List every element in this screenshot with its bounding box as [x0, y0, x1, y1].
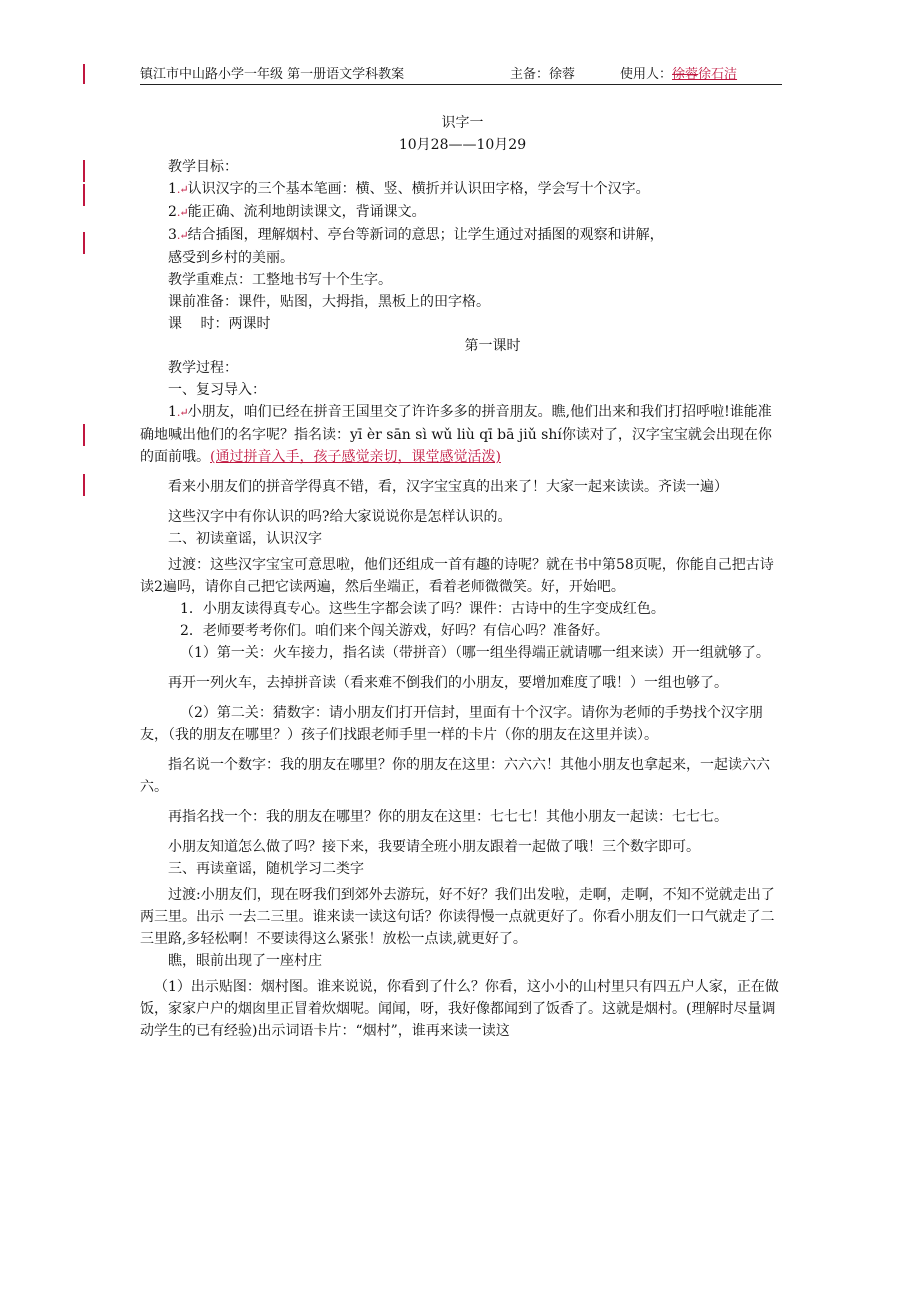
paragraph: 1.↵小朋友，咱们已经在拼音王国里交了许许多多的拼音朋友。瞧,他们出来和我们打招呼啦!谁能准确地喊出他们的名字呢？指名读：yī èr sān sì wǔ liù qī bā jiǔ shí你读对了，汉字宝宝就会出现在你的面前哦。(通过拼音入手，孩子感觉亲切，课堂感觉活泼)	[140, 404, 772, 465]
lesson-title: 第一课时	[464, 338, 521, 354]
key-point: 教学重难点：工整地书写十个生字。	[168, 272, 392, 288]
revision-marker: .↵	[176, 183, 188, 196]
deleted-user: 徐蓉	[672, 67, 699, 82]
revision-marker: .↵	[176, 206, 188, 219]
paragraph: 2．老师要考考你们。咱们来个闯关游戏，好吗？有信心吗？准备好。	[180, 623, 609, 639]
objective-item: 2.↵能正确、流利地朗读课文，背诵课文。	[168, 204, 426, 220]
doc-title: 识字一	[441, 115, 484, 131]
revision-marker: .↵	[176, 406, 188, 419]
paragraph: 过渡：这些汉字宝宝可意思啦，他们还组成一首有趣的诗呢？就在书中第58页呢，你能自己把古诗读2遍吗，请你自己把它读两遍，然后坐端正，看着老师微微笑。好，开始吧。	[140, 557, 774, 595]
paragraph: （1）出示贴图：烟村图。谁来说说，你看到了什么？你看，这小小的山村里只有四五户人家，正在做饭，家家户户的烟囱里正冒着炊烟呢。闻闻，呀，我好像都闻到了饭香了。这就是烟村。(理解时尽量调动学生的已有经验)出示词语卡片：“烟村”，谁再来读一读这	[140, 979, 779, 1039]
revision-bar	[83, 474, 85, 496]
revision-marker: .↵	[176, 229, 188, 242]
objective-item-continued: 感受到乡村的美丽。	[168, 250, 294, 266]
pinyin-text: yī èr sān sì wǔ liù qī bā jiǔ shí	[350, 427, 562, 443]
header-school: 镇江市中山路小学一年级 第一册语文学科教案	[140, 67, 405, 82]
lesson-plan-body	[140, 112, 785, 1042]
paragraph: 指名说一个数字：我的朋友在哪里？你的朋友在这里：六六六！其他小朋友也拿起来，一起读六六六。	[140, 757, 770, 795]
paragraph: 再开一列火车，去掉拼音读（看来难不倒我们的小朋友，要增加难度了哦！）一组也够了。	[168, 675, 728, 691]
section-heading: 二、初读童谣，认识汉字	[168, 531, 322, 547]
revision-note: (通过拼音入手，孩子感觉亲切，课堂感觉活泼)	[210, 449, 501, 465]
class-period: 课 时：两课时	[168, 316, 271, 332]
header-user	[620, 66, 737, 84]
process-heading: 教学过程：	[168, 360, 238, 376]
header-author: 主备：徐蓉	[510, 67, 576, 82]
paragraph: （2）第二关：猜数字：请小朋友们打开信封，里面有十个汉字。请你为老师的手势找个汉字朋友，（我的朋友在哪里？）孩子们找跟老师手里一样的卡片（你的朋友在这里并读）。	[140, 705, 763, 743]
objective-item: 3.↵结合插图，理解烟村、亭台等新词的意思；让学生通过对插图的观察和讲解，	[168, 227, 664, 243]
inserted-user: 徐石洁	[698, 67, 738, 82]
revision-bar	[83, 184, 85, 206]
revision-bar	[83, 424, 85, 446]
preparation: 课前准备：课件，贴图，大拇指，黑板上的田字格。	[168, 294, 490, 310]
paragraph: 这些汉字中有你认识的吗?给大家说说你是怎样认识的。	[168, 509, 512, 525]
paragraph: （1）第一关：火车接力，指名读（带拼音）（哪一组坐得端正就请哪一组来读）开一组就够了。	[180, 645, 770, 661]
paragraph: 小朋友知道怎么做了吗？接下来，我要请全班小朋友跟着一起做了哦！三个数字即可。	[168, 839, 700, 855]
doc-date: 10月28——10月29	[398, 137, 527, 153]
section-heading: 一、复习导入：	[168, 382, 266, 398]
header-user-label: 使用人：	[620, 67, 673, 82]
revision-bar	[83, 64, 85, 84]
paragraph: 瞧，眼前出现了一座村庄	[168, 953, 322, 969]
paragraph: 看来小朋友们的拼音学得真不错，看，汉字宝宝真的出来了！大家一起来读读。齐读一遍）	[168, 479, 728, 495]
objective-item: 1.↵认识汉字的三个基本笔画：横、竖、横折并认识田字格，学会写十个汉字。	[168, 181, 650, 197]
section-heading: 三、再读童谣，随机学习二类字	[168, 861, 364, 877]
revision-bar	[83, 160, 85, 182]
paragraph: 过渡:小朋友们，现在呀我们到郊外去游玩，好不好？我们出发啦，走啊，走啊，不知不觉就走出了两三里。出示 一去二三里。谁来读一读这句话？你读得慢一点就更好了。你看小朋友们一口气就走了二三里路,多轻松啊！不要读得这么紧张！放松一点读,就更好了。	[140, 887, 775, 947]
paragraph: 1．小朋友读得真专心。这些生字都会读了吗？课件：古诗中的生字变成红色。	[180, 601, 665, 617]
paragraph: 再指名找一个：我的朋友在哪里？你的朋友在这里：七七七！其他小朋友一起读：七七七。	[168, 809, 728, 825]
objectives-heading: 教学目标：	[168, 159, 238, 175]
page-header	[140, 66, 782, 85]
revision-bar	[83, 232, 85, 254]
